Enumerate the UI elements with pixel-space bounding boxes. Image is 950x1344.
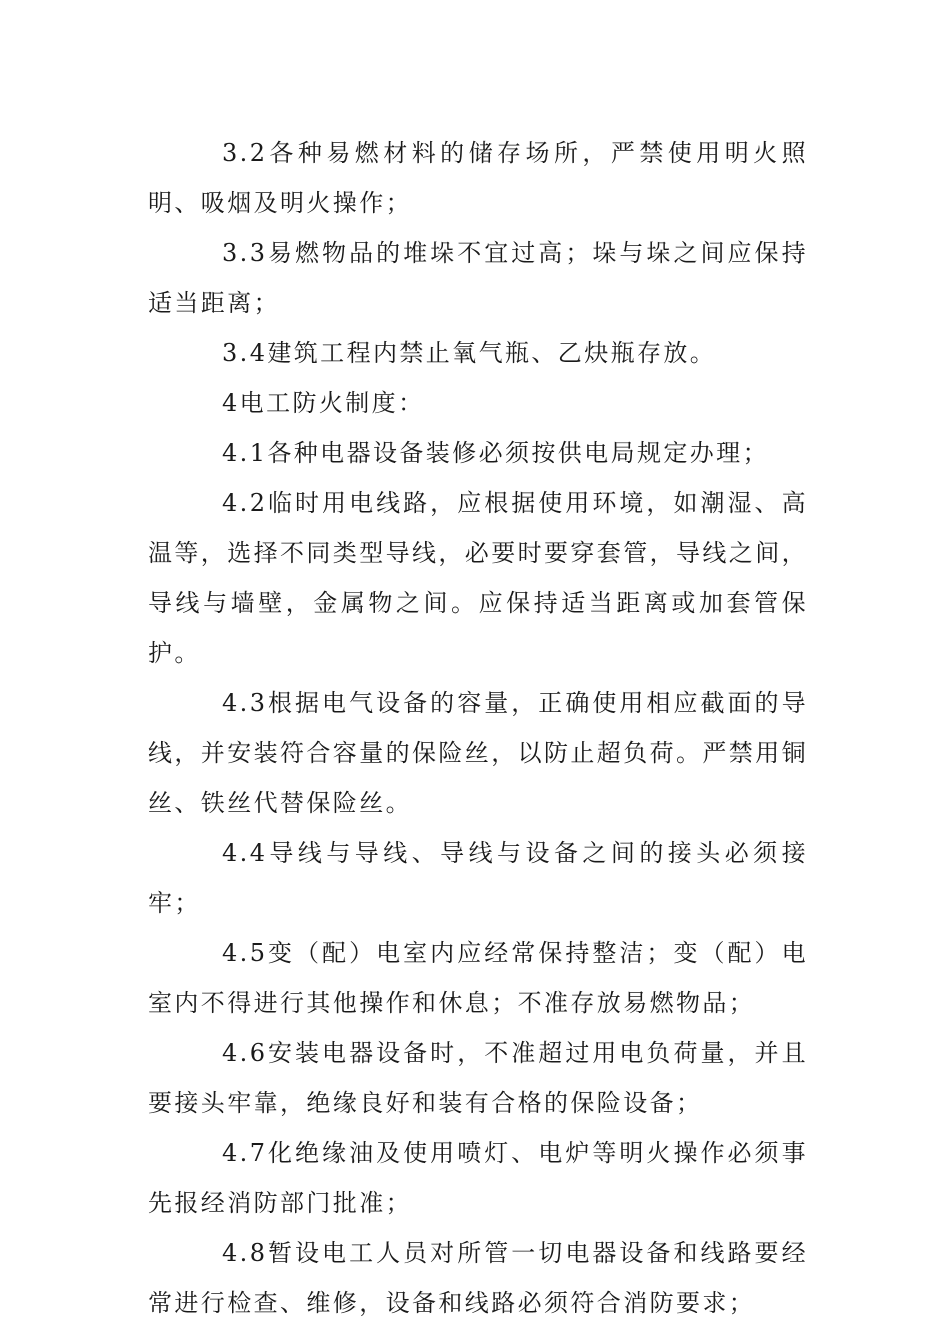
paragraph-4-8: 4.8暂设电工人员对所管一切电器设备和线路要经常进行检查、维修，设备和线路必须符合消防要求； [148, 1239, 808, 1317]
paragraph-4-3: 4.3根据电气设备的容量，正确使用相应截面的导线，并安装符合容量的保险丝，以防止超负荷。严禁用铜丝、铁丝代替保险丝。 [148, 689, 808, 817]
paragraph-4-1: 4.1各种电器设备装修必须按供电局规定办理； [222, 439, 769, 467]
paragraph-4-5: 4.5变（配）电室内应经常保持整洁；变（配）电室内不得进行其他操作和休息；不准存放易燃物品； [148, 939, 808, 1017]
paragraph-3-3: 3.3易燃物品的堆垛不宜过高；垛与垛之间应保持适当距离； [148, 239, 808, 317]
paragraph-3-2: 3.2各种易燃材料的储存场所，严禁使用明火照明、吸烟及明火操作； [148, 139, 808, 217]
section-heading-4: 4电工防火制度： [222, 389, 425, 417]
paragraph-3-4: 3.4建筑工程内禁止氧气瓶、乙炔瓶存放。 [222, 339, 717, 367]
paragraph-4-4: 4.4导线与导线、导线与设备之间的接头必须接牢； [148, 839, 808, 917]
paragraph-4-7: 4.7化绝缘油及使用喷灯、电炉等明火操作必须事先报经消防部门批准； [148, 1139, 808, 1217]
paragraph-4-2: 4.2临时用电线路，应根据使用环境，如潮湿、高温等，选择不同类型导线，必要时要穿套管，导线之间，导线与墙壁，金属物之间。应保持适当距离或加套管保护。 [148, 489, 808, 667]
paragraph-4-6: 4.6安装电器设备时，不准超过用电负荷量，并且要接头牢靠，绝缘良好和装有合格的保险设备； [148, 1039, 808, 1117]
document-body [148, 128, 808, 1328]
